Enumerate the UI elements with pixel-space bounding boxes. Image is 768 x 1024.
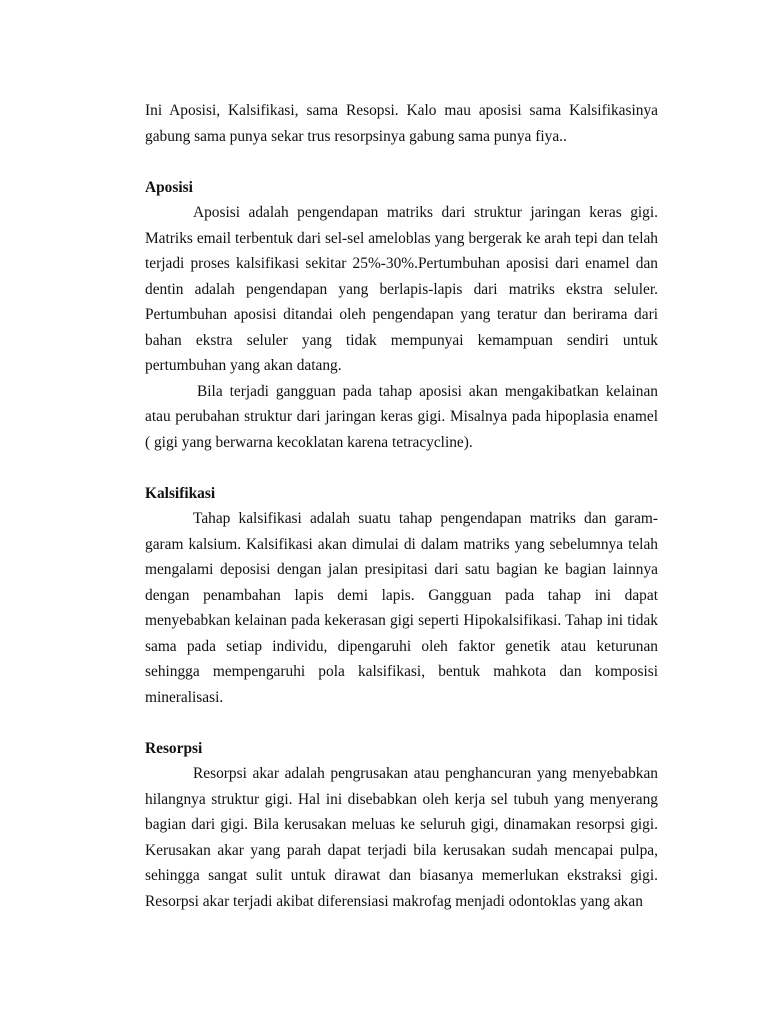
document-body	[145, 98, 658, 914]
intro-paragraph: Ini Aposisi, Kalsifikasi, sama Resopsi. Kalo mau aposisi sama Kalsifikasinya gabung sama punya sekar trus resorpsinya gabung sama punya fiya..	[145, 102, 658, 145]
spacer	[145, 149, 658, 175]
kalsifikasi-paragraph-1: Tahap kalsifikasi adalah suatu tahap pengendapan matriks dan garam-garam kalsium. Kalsifikasi akan dimulai di dalam matriks yang sebelumnya telah mengalami deposisi dengan jalan presipitasi dari satu bagian ke bagian lainnya dengan penambahan lapis demi lapis. Gangguan pada tahap ini dapat menyebabkan kelainan pada kekerasan gigi seperti Hipokalsifikasi. Tahap ini tidak sama pada setiap individu, dipengaruhi oleh faktor genetik atau keturunan sehingga mempengaruhi pola kalsifikasi, bentuk mahkota dan komposisi mineralisasi.	[145, 510, 658, 706]
aposisi-paragraph-2: Bila terjadi gangguan pada tahap aposisi akan mengakibatkan kelainan atau perubahan struktur dari jaringan keras gigi. Misalnya pada hipoplasia enamel ( gigi yang berwarna kecoklatan karena tetracycline).	[145, 382, 658, 451]
section-heading-resorpsi: Resorpsi	[145, 739, 203, 757]
section-heading-kalsifikasi: Kalsifikasi	[145, 484, 216, 502]
spacer	[145, 710, 658, 736]
resorpsi-paragraph-1: Resorpsi akar adalah pengrusakan atau penghancuran yang menyebabkan hilangnya struktur gigi. Hal ini disebabkan oleh kerja sel tubuh yang menyerang bagian dari gigi. Bila kerusakan meluas ke seluruh gigi, dinamakan resorpsi gigi. Kerusakan akar yang parah dapat terjadi bila kerusakan sudah mencapai pulpa, sehingga sangat sulit untuk dirawat dan biasanya memerlukan ekstraksi gigi. Resorpsi akar terjadi akibat diferensiasi makrofag menjadi odontoklas yang akan	[145, 765, 658, 910]
spacer	[145, 455, 658, 481]
section-heading-aposisi: Aposisi	[145, 178, 193, 196]
aposisi-paragraph-1: Aposisi adalah pengendapan matriks dari struktur jaringan keras gigi. Matriks email terbentuk dari sel-sel ameloblas yang bergerak ke arah tepi dan telah terjadi proses kalsifikasi sekitar 25%-30%.Pertumbuhan aposisi dari enamel dan dentin adalah pengendapan yang berlapis-lapis dari matriks ekstra seluler. Pertumbuhan aposisi ditandai oleh pengendapan yang teratur dan berirama dari bahan ekstra seluler yang tidak mempunyai kemampuan sendiri untuk pertumbuhan yang akan datang.	[145, 204, 658, 374]
